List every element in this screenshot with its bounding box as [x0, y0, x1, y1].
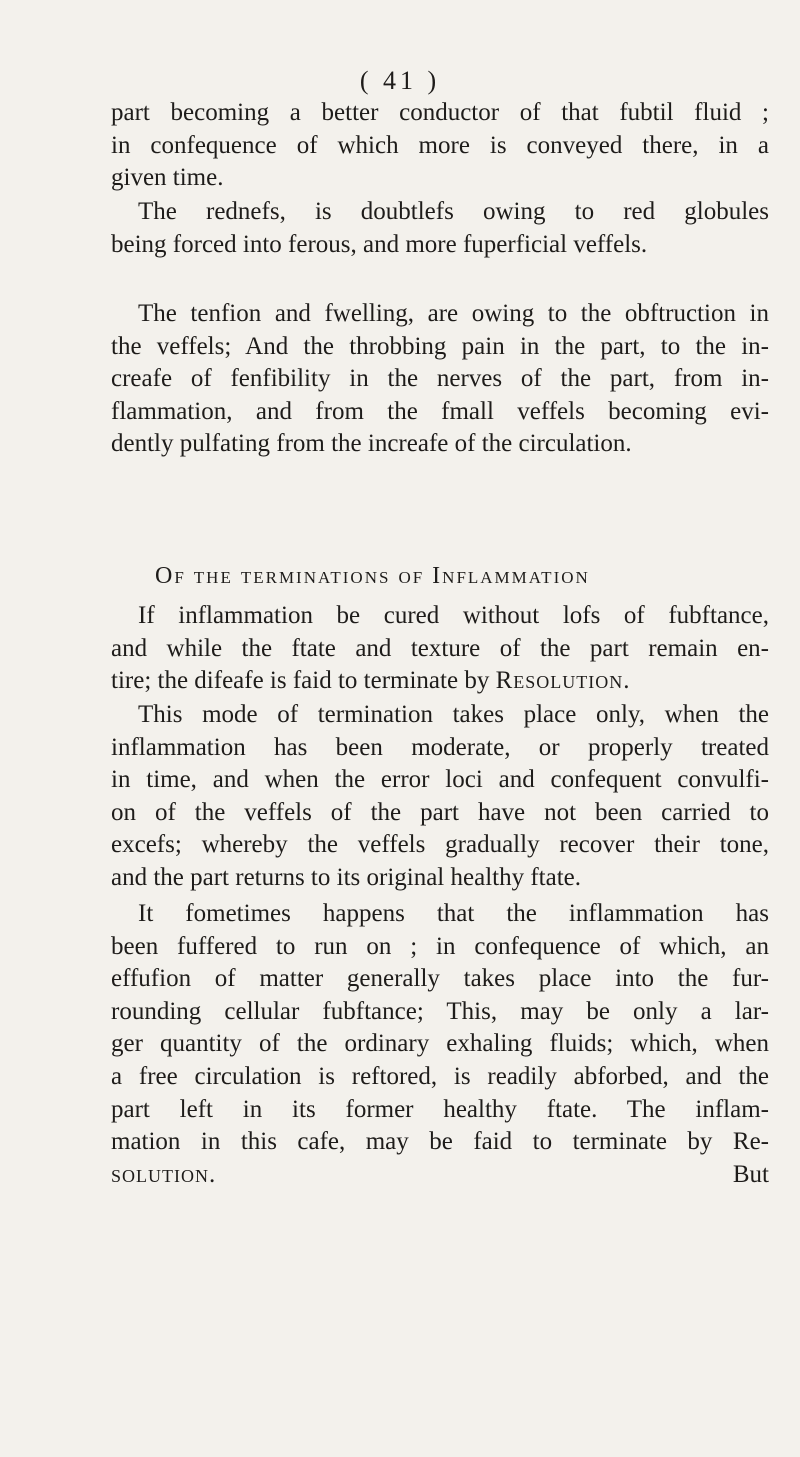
paragraph-effusion — [111, 898, 769, 1191]
text-line: been fuffered to run on ; in confequence of which, an — [111, 932, 769, 960]
page-number: ( 41 ) — [359, 66, 441, 95]
term-solution: solution. — [111, 1160, 217, 1188]
text-line: dently pulfating from the increafe of the circulation. — [111, 430, 632, 458]
text-line: a free circulation is reftored, is readily abforbed, and the — [111, 1062, 769, 1090]
text-line: in time, and when the error loci and confequent convulfi- — [111, 766, 769, 794]
paragraph-mode-of-termination — [111, 699, 769, 895]
text-line: and the part returns to its original healthy ftate. — [111, 863, 581, 891]
text-line: given time. — [111, 164, 224, 192]
text-line: creafe of fenfibility in the nerves of the part, from in- — [111, 365, 769, 393]
text-line: part left in its former healthy ftate. The inflam- — [111, 1095, 769, 1123]
text-line: being forced into ferous, and more fuperficial veffels. — [111, 230, 648, 258]
text-line: effufion of matter generally takes place into the fur- — [111, 965, 769, 993]
text-line: part becoming a better conductor of that fubtil fluid ; — [111, 99, 769, 126]
text-line: rounding cellular fubftance; This, may be only a lar- — [111, 997, 769, 1025]
text-line: excefs; whereby the veffels gradually recover their tone, — [111, 831, 769, 859]
text-line-with-catchword — [111, 1159, 769, 1192]
paragraph-resolution-definition — [111, 600, 769, 698]
text-line — [111, 665, 769, 698]
text-line: It fometimes happens that the inflammation has — [138, 900, 769, 927]
text-line: ger quantity of the ordinary exhaling fluids; which, when — [111, 1030, 769, 1058]
paragraph-continuation — [111, 97, 769, 195]
text-line: and while the ftate and texture of the part remain en- — [111, 634, 769, 662]
term-resolution: Resolution. — [495, 667, 631, 695]
text-line: in confequence of which more is conveyed there, in a — [111, 131, 769, 159]
text-line: on of the veffels of the part have not been carried to — [111, 798, 769, 826]
section-heading: Of the terminations of Inflammation — [155, 563, 590, 589]
text-line: inflammation has been moderate, or properly treated — [111, 733, 769, 761]
text-line: mation in this cafe, may be faid to terminate by Re- — [111, 1128, 769, 1156]
text-fragment: tire; the difeafe is faid to terminate by — [111, 667, 496, 695]
text-line: flammation, and from the fmall veffels becoming evi- — [111, 397, 769, 425]
text-line: This mode of termination takes place only, when the — [138, 701, 769, 728]
text-line: If inflammation be cured without lofs of fubftance, — [138, 602, 769, 629]
text-line: The rednefs, is doubtlefs owing to red globules — [138, 198, 769, 225]
paragraph-redness — [111, 196, 769, 261]
paragraph-tension — [111, 298, 769, 461]
text-line: The tenfion and fwelling, are owing to the obftruction in — [138, 300, 769, 327]
catchword: But — [732, 1160, 769, 1188]
text-line: the veffels; And the throbbing pain in the part, to the in- — [111, 332, 769, 360]
